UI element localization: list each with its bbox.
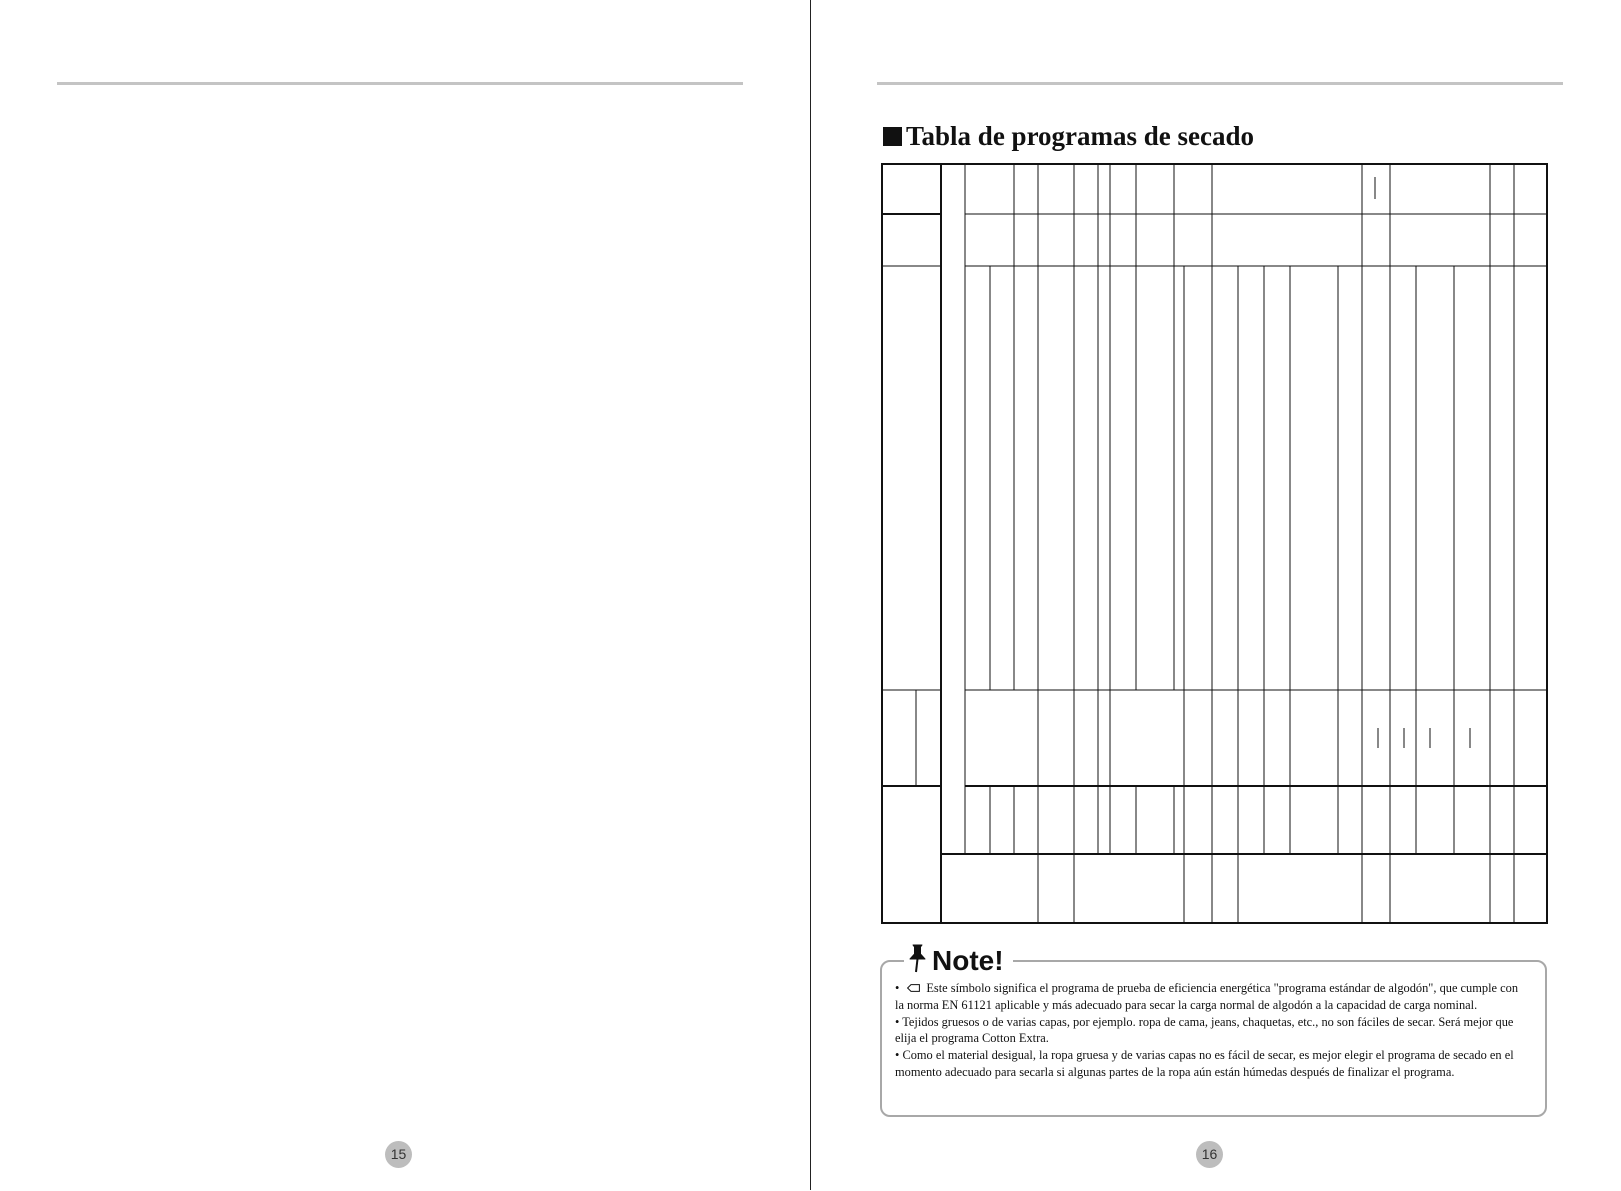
header-rule: [877, 82, 1563, 85]
note-item: [895, 1014, 1527, 1048]
black-square-icon: [883, 127, 902, 146]
note-item: [895, 980, 1527, 1014]
energy-test-tag-icon: [907, 984, 920, 992]
drying-program-table: [881, 163, 1548, 924]
bullet: •: [895, 1048, 900, 1063]
bullet: •: [895, 981, 900, 995]
note-heading: [904, 943, 1013, 978]
header-rule: [57, 82, 743, 85]
page-number-badge: 15: [385, 1141, 412, 1168]
section-title: [883, 120, 1254, 152]
note-body: [895, 980, 1527, 1081]
bullet: •: [895, 1014, 900, 1029]
note-item: [895, 1047, 1527, 1081]
right-page: [811, 0, 1621, 1191]
pushpin-icon: [908, 943, 928, 973]
table-border: [882, 164, 1547, 923]
note-item-text: Este símbolo significa el programa de prueba de eficiencia energética "programa estándar de algodón", que cumple con la norma EN 61121 aplicable y más adecuado para secar la carga normal de algodón a la capacidad de carga nominal.: [895, 981, 1519, 1012]
page-number-badge: 16: [1196, 1141, 1223, 1168]
note-item-text: Como el material desigual, la ropa gruesa y de varias capas no es fácil de secar, es mejor elegir el programa de secado en el momento adecuado para secarla si algunas partes de la ropa aún están húmedas después de finalizar el programa.: [895, 1048, 1514, 1079]
section-title-text: Tabla de programas de secado: [906, 121, 1255, 151]
note-item-text: Tejidos gruesos o de varias capas, por ejemplo. ropa de cama, jeans, chaquetas, etc., no son fáciles de secar. Será mejor que elija el programa Cotton Extra.: [895, 1014, 1514, 1046]
left-page: [0, 0, 810, 1191]
note-heading-text: Note!: [932, 945, 1004, 976]
